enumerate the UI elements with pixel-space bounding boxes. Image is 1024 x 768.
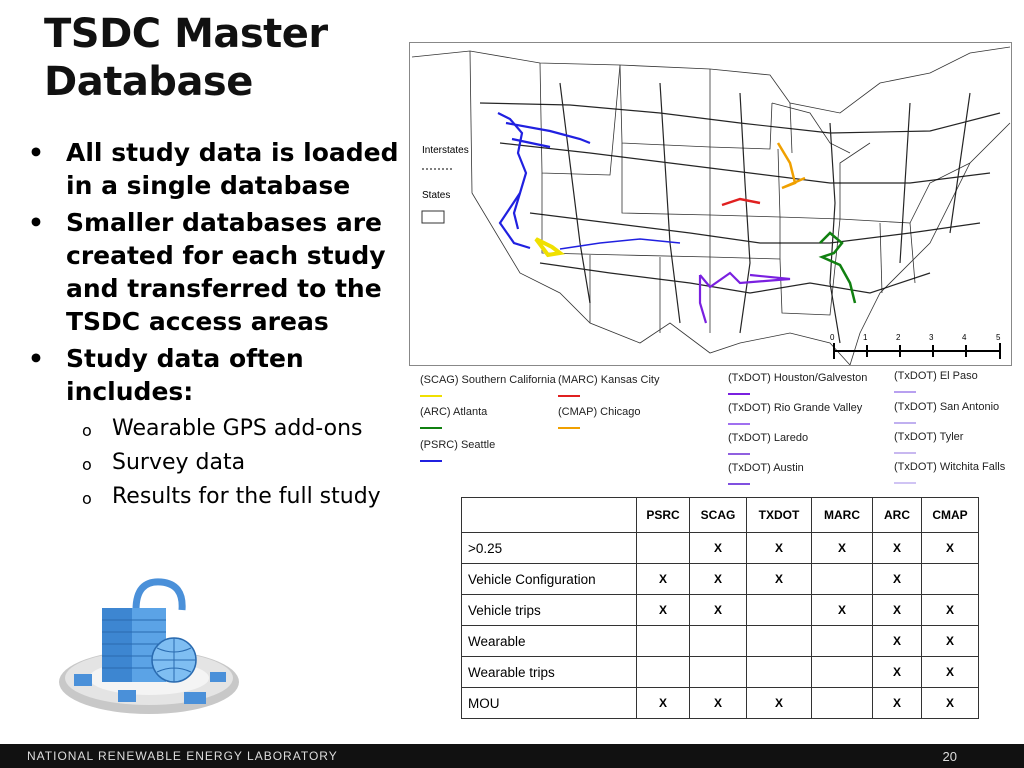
table-cell (637, 533, 690, 564)
legend-item (420, 406, 487, 429)
legend-label: (MARC) Kansas City (558, 374, 660, 386)
table-cell: X (873, 564, 922, 595)
table-cell (812, 688, 873, 719)
study-legend (418, 370, 1018, 488)
legend-swatch (558, 427, 580, 429)
table-row (462, 626, 979, 657)
study-data-table (461, 497, 979, 719)
legend-label: (PSRC) Seattle (420, 439, 496, 451)
table-cell: X (922, 626, 979, 657)
slide-title: TSDC Master Database (44, 11, 328, 105)
map-legend-interstates: Interstates (422, 145, 469, 156)
table-cell: X (637, 688, 690, 719)
legend-item (728, 462, 804, 485)
table-cell (747, 657, 812, 688)
table-cell: X (873, 533, 922, 564)
table-cell: X (690, 564, 747, 595)
sub-bullet-glyph: o (82, 455, 92, 474)
footer-bar (0, 744, 1024, 768)
legend-swatch (728, 483, 750, 485)
sub-bullet-text: Wearable GPS add-ons (112, 416, 363, 441)
scale-tick: 1 (863, 333, 868, 342)
table-header: ARC (873, 498, 922, 533)
scale-tick: 3 (929, 333, 934, 342)
scale-tick: 2 (896, 333, 901, 342)
table-cell (690, 657, 747, 688)
legend-item (420, 439, 495, 462)
table-row (462, 533, 979, 564)
bullet-text: All study data is loaded in a single database (66, 138, 399, 200)
database-icon (56, 578, 242, 718)
table-row (462, 595, 979, 626)
table-cell: X (922, 657, 979, 688)
bullet-glyph: • (28, 344, 44, 373)
sub-bullet-glyph: o (82, 421, 92, 440)
bullet-item (28, 136, 408, 202)
table-cell (812, 657, 873, 688)
legend-swatch (728, 453, 750, 455)
scale-tick: 4 (962, 333, 967, 342)
table-cell (690, 626, 747, 657)
legend-item (420, 374, 556, 397)
table-cell: X (747, 564, 812, 595)
table-cell (637, 657, 690, 688)
row-label: Vehicle trips (462, 595, 637, 626)
row-label: Vehicle Configuration (462, 564, 637, 595)
legend-swatch (894, 422, 916, 424)
table-header: PSRC (637, 498, 690, 533)
row-label: Wearable trips (462, 657, 637, 688)
map-legend-states: States (422, 190, 451, 201)
table-cell (747, 626, 812, 657)
table-cell: X (873, 595, 922, 626)
table-row (462, 688, 979, 719)
legend-label: (TxDOT) Austin (728, 462, 804, 474)
table-row (462, 564, 979, 595)
legend-swatch (728, 393, 750, 395)
table-header: SCAG (690, 498, 747, 533)
bullet-text: Study data often includes: (66, 344, 304, 406)
scale-tick: 5 (996, 333, 1001, 342)
table-cell: X (812, 533, 873, 564)
sub-bullet-glyph: o (82, 489, 92, 508)
table-row (462, 657, 979, 688)
legend-label: (ARC) Atlanta (420, 406, 488, 418)
legend-label: (TxDOT) Tyler (894, 431, 964, 443)
legend-item (558, 374, 659, 397)
legend-label: (TxDOT) Witchita Falls (894, 461, 1006, 473)
legend-item (728, 372, 867, 395)
legend-swatch (894, 482, 916, 484)
legend-label: (TxDOT) Laredo (728, 432, 809, 444)
row-label: >0.25 (462, 533, 637, 564)
legend-item (728, 432, 808, 455)
database-illustration (56, 578, 242, 718)
legend-swatch (894, 452, 916, 454)
sub-bullet-item (28, 480, 408, 514)
legend-label: (TxDOT) Houston/Galveston (728, 372, 868, 384)
bullet-item (28, 206, 408, 338)
scale-tick: 0 (830, 333, 835, 342)
legend-label: (SCAG) Southern California (420, 374, 556, 386)
legend-label: (TxDOT) San Antonio (894, 401, 1000, 413)
page-number: 20 (942, 749, 957, 764)
legend-swatch (894, 391, 916, 393)
table-cell (922, 564, 979, 595)
legend-item (894, 461, 1005, 484)
bullet-glyph: • (28, 208, 44, 237)
bullet-list (28, 136, 408, 514)
legend-item (894, 370, 978, 393)
sub-bullet-item (28, 446, 408, 480)
legend-swatch (728, 423, 750, 425)
table-cell: X (690, 688, 747, 719)
table-cell: X (747, 533, 812, 564)
legend-swatch (420, 427, 442, 429)
table-cell: X (873, 688, 922, 719)
sub-bullet-text: Results for the full study (112, 484, 381, 509)
sub-bullet-text: Survey data (112, 450, 246, 475)
legend-swatch (558, 395, 580, 397)
table-header: TXDOT (747, 498, 812, 533)
us-map (409, 42, 1012, 366)
table-cell: X (873, 626, 922, 657)
table-cell (812, 626, 873, 657)
table-cell: X (922, 533, 979, 564)
table-header: MARC (812, 498, 873, 533)
legend-swatch (420, 460, 442, 462)
row-label: MOU (462, 688, 637, 719)
map-legend-state-swatch (422, 211, 444, 223)
legend-item (894, 431, 963, 454)
table-cell (812, 564, 873, 595)
us-map-graphic (410, 43, 1011, 365)
table-cell (637, 626, 690, 657)
legend-swatch (420, 395, 442, 397)
table-cell: X (922, 595, 979, 626)
bullet-text: Smaller databases are created for each study and transferred to the TSDC access areas (66, 208, 386, 336)
table-cell: X (747, 688, 812, 719)
table-cell: X (637, 564, 690, 595)
legend-label: (TxDOT) Rio Grande Valley (728, 402, 863, 414)
legend-item (558, 406, 641, 429)
legend-item (894, 401, 999, 424)
row-label: Wearable (462, 626, 637, 657)
table-header-row (462, 498, 979, 533)
table-header-empty (462, 498, 637, 533)
table-cell: X (922, 688, 979, 719)
table-cell: X (873, 657, 922, 688)
table-cell: X (690, 533, 747, 564)
table-cell: X (637, 595, 690, 626)
sub-bullet-item (28, 412, 408, 446)
bullet-glyph: • (28, 138, 44, 167)
footer-org-name: NATIONAL RENEWABLE ENERGY LABORATORY (27, 749, 338, 763)
bullet-item (28, 342, 408, 408)
scale-bar (834, 343, 1000, 359)
table-header: CMAP (922, 498, 979, 533)
legend-label: (CMAP) Chicago (558, 406, 641, 418)
table-cell: X (812, 595, 873, 626)
table-cell: X (690, 595, 747, 626)
legend-label: (TxDOT) El Paso (894, 370, 978, 382)
table-cell (747, 595, 812, 626)
legend-item (728, 402, 862, 425)
